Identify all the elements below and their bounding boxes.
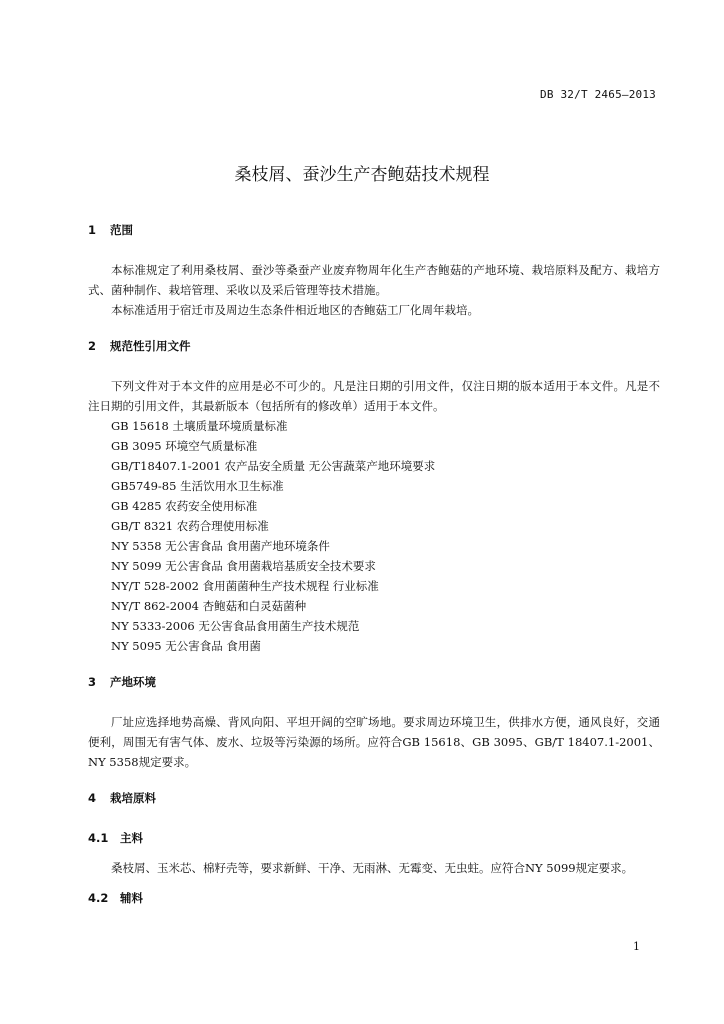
section-heading-2 [88,336,660,356]
reference-item: GB5749-85 生活饮用水卫生标准 [111,479,284,493]
section-heading-3 [88,672,660,692]
document-title: 桑枝屑、蚕沙生产杏鲍菇技术规程 [234,165,490,185]
document-body [88,220,660,908]
reference-item: NY 5358 无公害食品 食用菌产地环境条件 [111,539,330,553]
section-heading-4 [88,788,660,808]
section-title: 栽培原料 [110,791,157,805]
subsection-heading-4-2 [88,888,660,908]
reference-item: GB/T18407.1-2001 农产品安全质量 无公害蔬菜产地环境要求 [111,459,436,473]
paragraph: 桑枝屑、玉米芯、棉籽壳等，要求新鲜、干净、无雨淋、无霉变、无虫蛀。应符合NY 5099规定要求。 [111,861,634,875]
reference-item: GB 3095 环境空气质量标准 [111,439,258,453]
reference-item: NY/T 862-2004 杏鲍菇和白灵菇菌种 [111,599,307,613]
reference-item: NY 5095 无公害食品 食用菌 [111,639,261,653]
reference-item: NY 5333-2006 无公害食品食用菌生产技术规范 [111,619,360,633]
page-number: 1 [633,940,640,953]
paragraph: 下列文件对于本文件的应用是必不可少的。凡是注日期的引用文件，仅注日期的版本适用于本文件。凡是不注日期的引用文件，其最新版本（包括所有的修改单）适用于本文件。 [88,379,660,413]
section-heading-1 [88,220,660,240]
reference-item: NY 5099 无公害食品 食用菌栽培基质安全技术要求 [111,559,376,573]
document-number: DB 32/T 2465—2013 [540,88,656,101]
section-number: 2 [88,339,97,353]
section-title: 范围 [110,223,134,237]
reference-item: GB/T 8321 农药合理使用标准 [111,519,269,533]
reference-item: GB 15618 土壤质量环境质量标准 [111,419,288,433]
paragraph: 本标准规定了利用桑枝屑、蚕沙等桑蚕产业废弃物周年化生产杏鲍菇的产地环境、栽培原料及配方、栽培方式、菌种制作、栽培管理、采收以及采后管理等技术措施。 [88,263,660,297]
paragraph: 本标准适用于宿迁市及周边生态条件相近地区的杏鲍菇工厂化周年栽培。 [111,303,479,317]
section-number: 1 [88,223,97,237]
subsection-number: 4.2 [88,891,109,905]
reference-item: GB 4285 农药安全使用标准 [111,499,258,513]
section-number: 3 [88,675,97,689]
subsection-title: 辅料 [120,891,144,905]
section-title: 产地环境 [110,675,157,689]
subsection-number: 4.1 [88,831,109,845]
subsection-title: 主料 [120,831,144,845]
subsection-heading-4-1 [88,828,660,848]
reference-item: NY/T 528-2002 食用菌菌种生产技术规程 行业标准 [111,579,379,593]
section-number: 4 [88,791,97,805]
section-title: 规范性引用文件 [110,339,191,353]
paragraph: 厂址应选择地势高燥、背风向阳、平坦开阔的空旷场地。要求周边环境卫生，供排水方便，通风良好，交通便利，周围无有害气体、废水、垃圾等污染源的场所。应符合GB 15618、GB 3095、GB/T 18407.1-2001、NY 5358规定要求。 [88,715,660,769]
